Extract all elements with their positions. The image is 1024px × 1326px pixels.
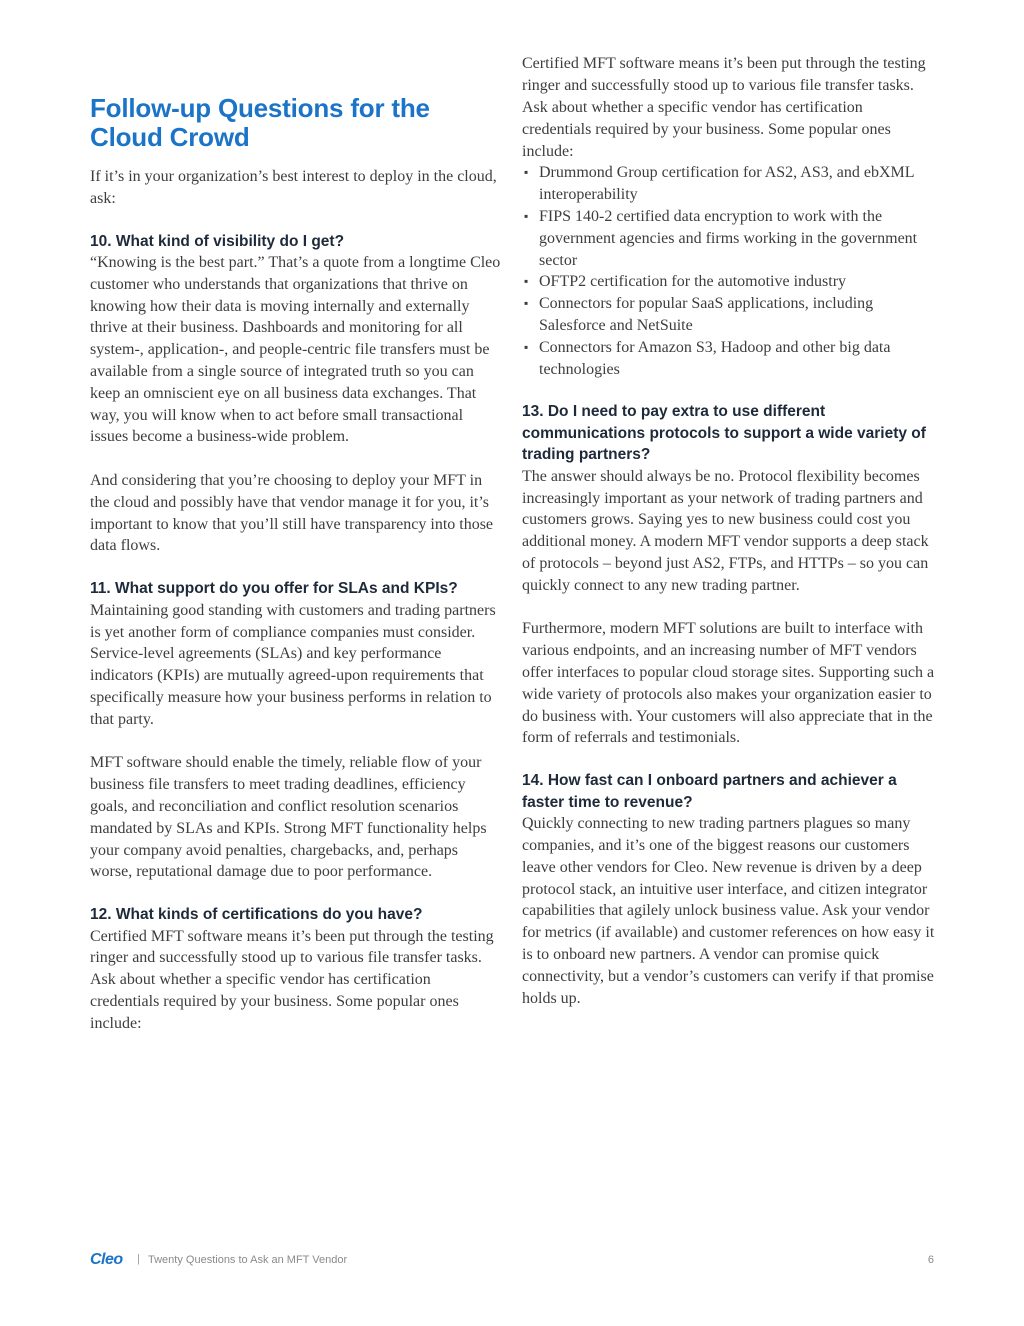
question-14-heading: 14. How fast can I onboard partners and achiever a faster time to revenue? bbox=[522, 772, 897, 811]
footer-separator: | bbox=[137, 1253, 140, 1265]
bullet-icon: ▪ bbox=[524, 339, 529, 354]
list-item: ▪ OFTP2 certification for the automotive industry bbox=[522, 271, 936, 293]
bullet-icon: ▪ bbox=[524, 296, 529, 311]
question-12-heading: 12. What kinds of certifications do you have? bbox=[90, 906, 423, 924]
question-12-paragraph-1: Certified MFT software means it’s been put through the testing ringer and successfully stood up to various file transfer tasks. Ask about whether a specific vendor has certification credentials required by your business. Some popular ones include: bbox=[90, 927, 494, 1032]
question-13-heading: 13. Do I need to pay extra to use different communications protocols to support a wide variety of trading partners? bbox=[522, 403, 926, 464]
cleo-logo: Cleo bbox=[90, 1251, 123, 1268]
certifications-list bbox=[522, 162, 936, 380]
question-12-paragraph-1-continued: Certified MFT software means it’s been put through the testing ringer and successfully stood up to various file transfer tasks. Ask about whether a specific vendor has certification credentials required by your business. Some popular ones include: bbox=[522, 55, 926, 160]
bullet-icon: ▪ bbox=[524, 274, 529, 289]
question-11-paragraph-2: MFT software should enable the timely, reliable flow of your business file transfers to meet trading deadlines, efficiency goals, and reconciliation and conflict resolution scenarios mandated by SLAs and KPIs. Strong MFT functionality helps your company avoid penalties, chargebacks, and, perhaps worse, reputational damage due to poor performance. bbox=[90, 754, 487, 881]
page-number: 6 bbox=[927, 1254, 934, 1266]
list-item: ▪ Connectors for Amazon S3, Hadoop and other big data technologies bbox=[524, 338, 891, 378]
page-title: Follow-up Questions for the Cloud Crowd bbox=[90, 93, 430, 152]
question-13-paragraph-1: The answer should always be no. Protocol flexibility becomes increasingly important as your network of trading partners and customers grows. Saying yes to new business could cost you additional money. A modern MFT vendor supports a deep stack of protocols – beyond just AS2, FTPs, and HTTPs – so you can quickly connect to any new trading partner. bbox=[522, 467, 929, 594]
list-item: ▪ Connectors for popular SaaS applications, including Salesforce and NetSuite bbox=[524, 295, 874, 334]
question-12-continued bbox=[522, 55, 936, 162]
footer-document-title: Twenty Questions to Ask an MFT Vendor bbox=[148, 1254, 348, 1266]
list-item: ▪ FIPS 140-2 certified data encryption to work with the government agencies and firms working in the government sector bbox=[524, 207, 918, 269]
list-item: ▪ Drummond Group certification for AS2, AS3, and ebXML interoperability bbox=[524, 164, 914, 204]
right-column bbox=[522, 55, 936, 1009]
question-10-paragraph-1: “Knowing is the best part.” That’s a quote from a longtime Cleo customer who understands that organizations that thrive on knowing how their data is moving internally and externally thrive at their business. Dashboards and monitoring for all system-, application-, and people-centric file transfers must be available from a single source of integrated truth so you can keep an omniscient eye on all business data exchanges. That way, you will know when to act before small transactional issues become a business-wide problem. bbox=[90, 254, 501, 446]
question-10-paragraph-2: And considering that you’re choosing to deploy your MFT in the cloud and possibly have that vendor manage it for you, it’s important to know that you’ll still have transparency into those data flows. bbox=[90, 472, 494, 555]
question-13-paragraph-2: Furthermore, modern MFT solutions are built to interface with various endpoints, and an increasing number of MFT vendors offer interfaces to popular cloud storage sites. Supporting such a wide variety of protocols also makes your organization easier to do business with. Your customers will also appreciate that in the form of referrals and testimonials. bbox=[522, 620, 935, 747]
intro-paragraph: If it’s in your organization’s best interest to deploy in the cloud, ask: bbox=[90, 168, 497, 207]
left-column bbox=[90, 93, 504, 1032]
page-footer bbox=[90, 1251, 934, 1271]
question-11-heading: 11. What support do you offer for SLAs and KPIs? bbox=[90, 580, 458, 598]
question-11-paragraph-1: Maintaining good standing with customers and trading partners is yet another form of compliance companies must consider. Service-level agreements (SLAs) and key performance indicators (KPIs) are mutually agreed-upon requirements that specifically measure how your business performs in relation to that party. bbox=[90, 601, 496, 728]
bullet-icon: ▪ bbox=[524, 208, 529, 223]
question-14-paragraph-1: Quickly connecting to new trading partners plagues so many companies, and it’s one of the biggest reasons our customers leave other vendors for Cleo. New revenue is driven by a deep protocol stack, an intuitive user interface, and citizen integrator capabilities that agilely unlock business value. Ask your vendor for metrics (if available) and customer references on how easy it is to onboard new partners. A vendor can promise quick connectivity, but a vendor’s customers can verify if that promise holds up. bbox=[522, 815, 935, 1007]
bullet-icon: ▪ bbox=[524, 165, 529, 180]
question-10-heading: 10. What kind of visibility do I get? bbox=[90, 232, 345, 250]
